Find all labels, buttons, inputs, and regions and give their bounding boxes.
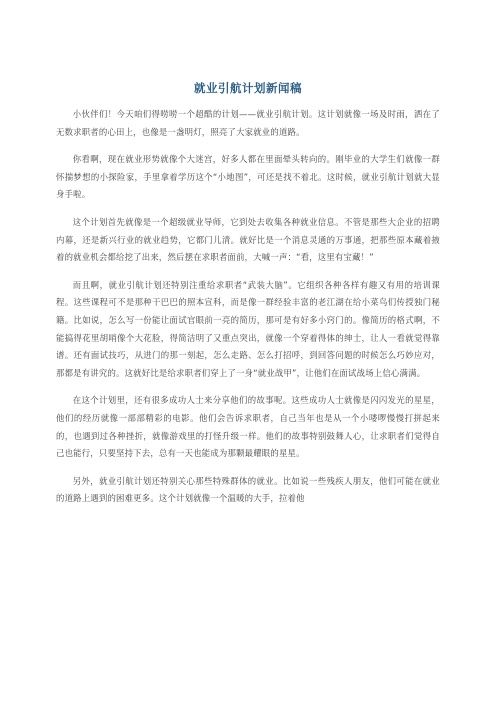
document-title: 就业引航计划新闻稿 bbox=[194, 81, 302, 95]
paragraph-4: 而且啊，就业引航计划还特别注重给求职者“武装大脑”。它组织各种各样有趣又有用的培训课程。这些课程可不是那种干巴巴的照本宣科，而是像一群经验丰富的老江湖在给小菜鸟们传授独门秘籍。比如说，怎么写一份能让面试官眼前一亮的简历，那可是有好多小窍门的。像简历的格式啊，不能搞得花里胡哨像个大花脸，得简洁明了又重点突出，就像一个穿着得体的绅士，让人一看就觉得靠谱。还有面试技巧，从进门的那一刻起，怎么走路、怎么打招呼，到回答问题的时候怎么巧妙应对，那都是有讲究的。这就好比是给求职者们穿上了一身“就业战甲”，让他们在面试战场上信心满满。 bbox=[56, 279, 440, 378]
paragraph-1: 小伙伴们！今天咱们得唠唠一个超酷的计划——就业引航计划。这计划就像一场及时雨，洒在了无数求职者的心田上，也像是一盏明灯，照亮了大家就业的道路。 bbox=[56, 109, 440, 137]
paragraph-5: 在这个计划里，还有很多成功人士来分享他们的故事呢。这些成功人士就像是闪闪发光的星星，他们的经历就像一部部精彩的电影。他们会告诉求职者，自己当年也是从一个小喽啰慢慢打拼起来的，也遇到过各种挫折，就像游戏里的打怪升级一样。他们的故事特别鼓舞人心，让求职者们觉得自己也能行，只要坚持下去，总有一天也能成为那颗最耀眼的星星。 bbox=[56, 395, 440, 459]
paragraph-6: 另外，就业引航计划还特别关心那些特殊群体的就业。比如说一些残疾人朋友，他们可能在就业的道路上遇到的困难更多。这个计划就像一个温暖的大手，拉着他 bbox=[56, 475, 440, 504]
paragraph-3: 这个计划首先就像是一个超级就业导师，它到处去收集各种就业信息。不管是那些大企业的招聘内幕，还是新兴行业的就业趋势，它都门儿清。就好比是一个消息灵通的万事通，把那些原本藏着掖着的就业机会都给挖了出来，然后摆在求职者面前，大喊一声：“看，这里有宝藏！” bbox=[56, 216, 440, 263]
paragraph-2: 你看啊，现在就业形势就像个大迷宫，好多人都在里面晕头转向的。刚毕业的大学生们就像一群怀揣梦想的小探险家，手里拿着学历这个“小地图”，可还是找不着北。这时候，就业引航计划就大显身手啦。 bbox=[56, 154, 440, 200]
